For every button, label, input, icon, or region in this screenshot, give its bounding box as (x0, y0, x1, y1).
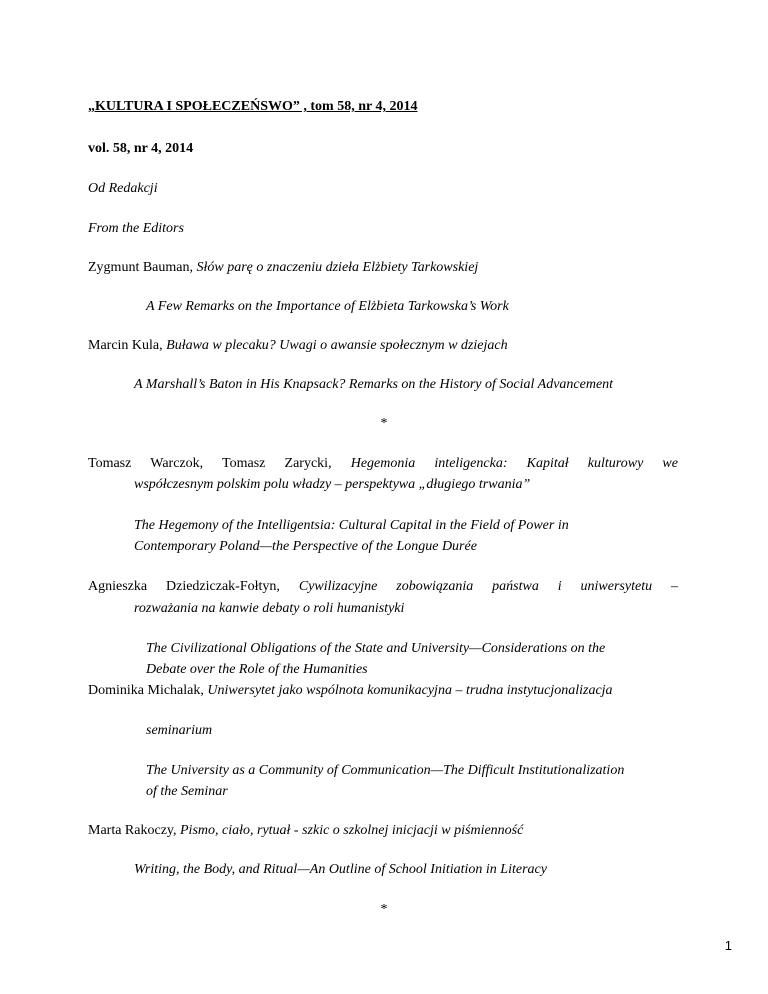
title-pl: Uniwersytet jako wspólnota komunikacyjna – trudna instytucjonalizacja (207, 683, 613, 698)
volume-line: vol. 58, nr 4, 2014 (88, 141, 194, 156)
title-pl: Cywilizacyjne zobowiązania państwa i uniwersytetu – (298, 579, 678, 594)
entry-rakoczy (88, 822, 523, 840)
separator: * (380, 902, 388, 917)
title-en-cont: of the Seminar (146, 784, 228, 799)
editors-en: From the Editors (88, 221, 184, 236)
title-en: Writing, the Body, and Ritual—An Outline of School Initiation in Literacy (134, 862, 547, 877)
author: Agnieszka Dziedziczak-Fołtyn, (88, 579, 299, 594)
entry-michalak (88, 682, 613, 700)
title-en: The Hegemony of the Intelligentsia: Cultural Capital in the Field of Power in (134, 518, 569, 533)
entry-warczok-line1 (88, 455, 678, 473)
title-en: The University as a Community of Communication—The Difficult Institutionalization (146, 763, 625, 778)
title-en: A Few Remarks on the Importance of Elżbieta Tarkowska’s Work (146, 299, 509, 314)
author: Marta Rakoczy, (88, 823, 180, 838)
title-en-cont: Contemporary Poland—the Perspective of the Longue Durée (134, 539, 477, 554)
title-en: A Marshall’s Baton in His Knapsack? Remarks on the History of Social Advancement (134, 377, 614, 392)
page-number: 1 (724, 938, 732, 953)
title-pl-cont: seminarium (146, 723, 213, 738)
journal-title: „KULTURA I SPOŁECZEŃSWO” , tom 58, nr 4, 2014 (88, 99, 418, 114)
title-pl: Słów parę o znaczeniu dzieła Elżbiety Tarkowskiej (196, 260, 479, 275)
entry-bauman (88, 259, 478, 277)
entry-dziedziczak-line1 (88, 578, 678, 596)
author: Zygmunt Bauman, (88, 260, 197, 275)
title-pl-cont: współczesnym polskim polu władzy – perspektywa „długiego trwania” (134, 477, 531, 492)
title-pl: Buława w plecaku? Uwagi o awansie społecznym w dziejach (166, 338, 508, 353)
title-en: The Civilizational Obligations of the State and University—Considerations on the (146, 641, 606, 656)
editors-pl: Od Redakcji (88, 181, 158, 196)
entry-kula (88, 337, 508, 355)
separator: * (380, 416, 388, 431)
author: Dominika Michalak, (88, 683, 208, 698)
title-pl: Pismo, ciało, rytuał - szkic o szkolnej inicjacji w piśmienność (180, 823, 524, 838)
author: Tomasz Warczok, Tomasz Zarycki, (88, 456, 351, 471)
author: Marcin Kula, (88, 338, 167, 353)
title-en-cont: Debate over the Role of the Humanities (146, 662, 368, 677)
title-pl-cont: rozważania na kanwie debaty o roli humanistyki (134, 601, 405, 616)
title-pl: Hegemonia inteligencka: Kapitał kulturowy we (350, 456, 678, 471)
